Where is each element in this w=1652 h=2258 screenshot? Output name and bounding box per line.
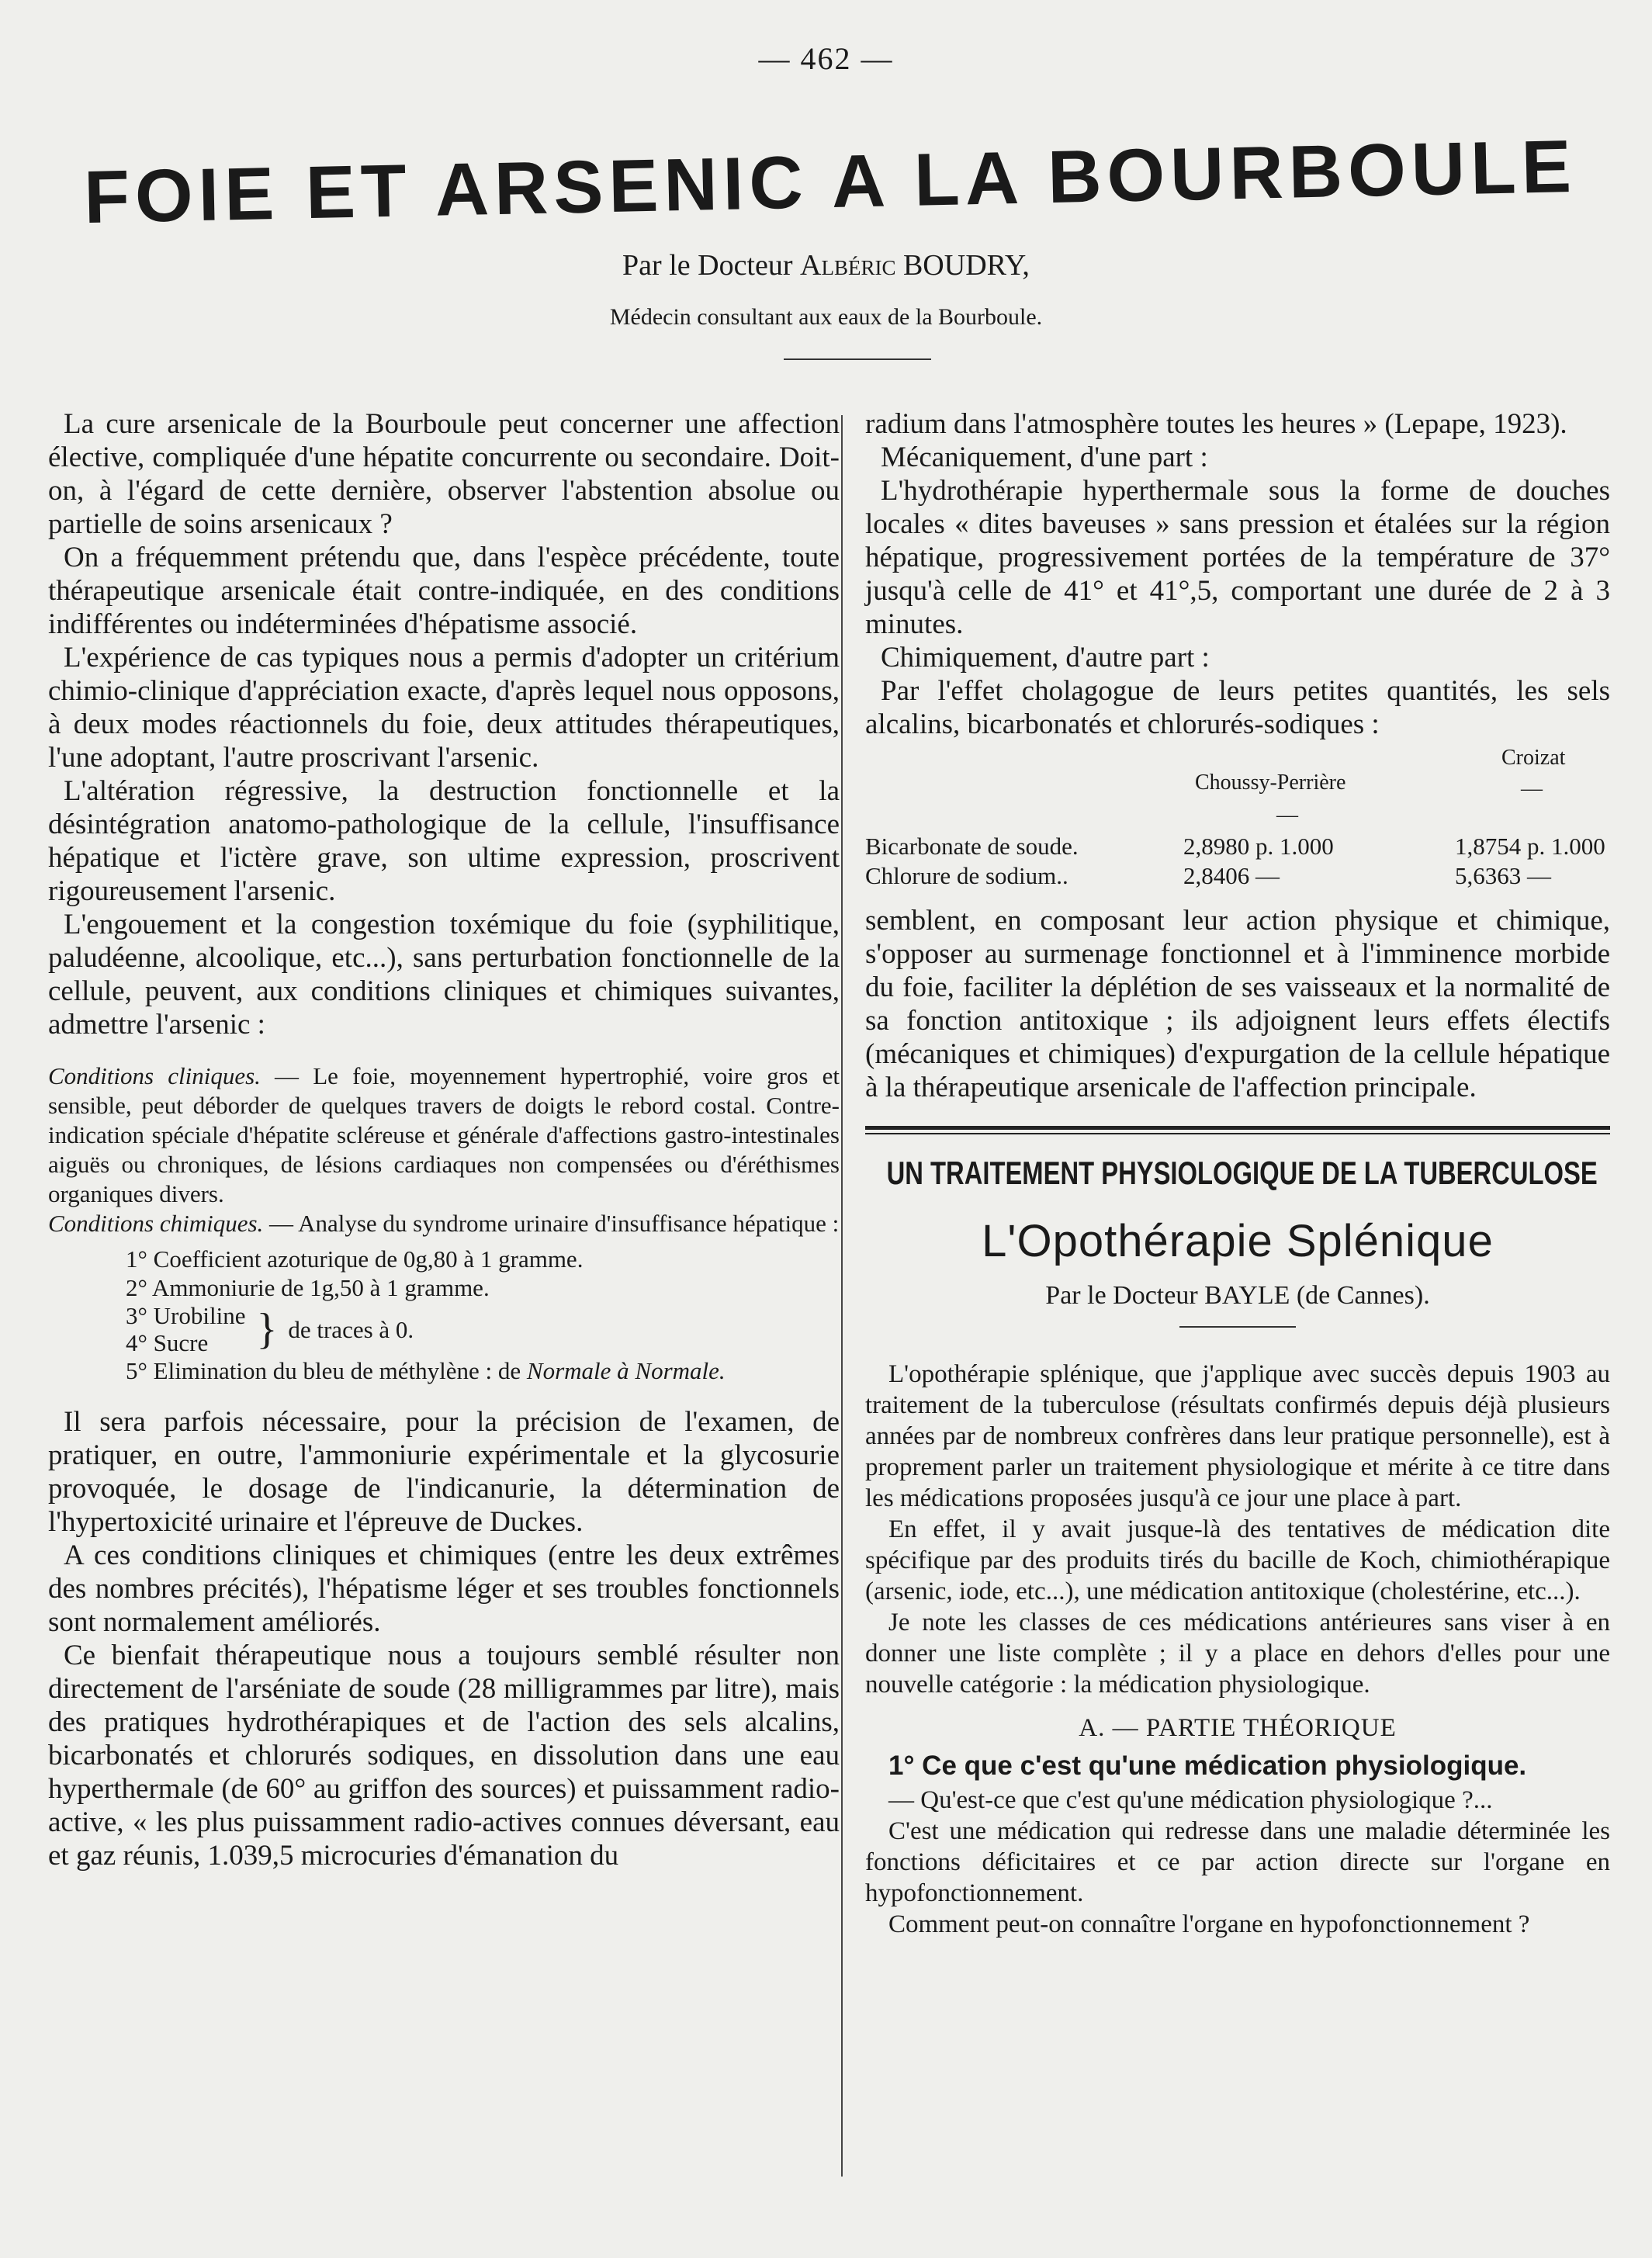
paragraph: La cure arsenicale de la Bourboule peut concerner une affection élective, compliquée d'une hépatite concurrente ou secondaire. Doit-on, à l'égard de cette dernière, observer l'abstention absolue ou partielle de soins arsenicaux ? bbox=[48, 408, 840, 540]
article-title: FOIE ET ARSENIC A LA BOURBOULE bbox=[83, 124, 1578, 240]
paragraph: L'opothérapie splénique, que j'applique avec succès depuis 1903 au traitement de la tuberculose (résultats confirmés depuis déjà plusieurs années par de nombreux confrères dans leur pratique personnelle), est à proprement parler un traitement physiologique et mérite à ce titre dans les médications proposées jusqu'à ce jour une place à part. bbox=[865, 1360, 1610, 1512]
section-divider bbox=[865, 1126, 1610, 1130]
paragraph: radium dans l'atmosphère toutes les heures » (Lepape, 1923). bbox=[865, 408, 1567, 440]
paragraph: L'expérience de cas typiques nous a permis d'adopter un critérium chimio-clinique d'appréciation exacte, d'après lequel nous opposons, à deux modes réactionnels du foie, deux attitudes thérapeutiques, l'une adoptant, l'autre proscrivant l'arsenic. bbox=[48, 642, 840, 774]
paragraph: En effet, il y avait jusque-là des tentatives de médication dite spécifique par des produits tirés du bacille de Koch, chimiothérapique (arsenic, iode, etc...), une médication antitoxique (cholestérine, etc...). bbox=[865, 1515, 1610, 1605]
question-heading: 1° Ce que c'est qu'une médication physiologique. bbox=[888, 1751, 1527, 1781]
paragraph: L'hydrothérapie hyperthermale sous la forme de douches locales « dites baveuses » sans pression et étalées sur la région hépatique, progressivement portées de la température de 37° jusqu'à celle de 41° et 41°,5, comportant une durée de 2 à 3 minutes. bbox=[865, 475, 1610, 640]
table-cell: 5,6363 — bbox=[1455, 862, 1551, 889]
paragraph: Je note les classes de ces médications antérieures sans viser à en donner une liste complète ; il y a place en dehors d'elles pour une nouvelle catégorie : la médication physiologique. bbox=[865, 1609, 1610, 1699]
header-divider bbox=[784, 358, 931, 360]
list-item bbox=[126, 1356, 840, 1385]
section-title: L'Opothérapie Splénique bbox=[982, 1216, 1494, 1266]
table-cell-label: Chlorure de sodium.. bbox=[865, 862, 1068, 889]
table-header-choussy: Choussy-Perrière bbox=[1195, 771, 1346, 795]
chemical-conditions bbox=[48, 1209, 840, 1238]
right-column bbox=[865, 407, 1610, 1940]
table-cell-label: Bicarbonate de soude. bbox=[865, 833, 1079, 860]
clinical-conditions bbox=[48, 1061, 840, 1209]
paragraph: L'altération régressive, la destruction fonctionnelle et la désintégration anatomo-pathologique de la cellule, l'insuffisance hépatique et l'ictère grave, son ultime expression, proscrivent rigoureusement l'arsenic. bbox=[48, 775, 840, 907]
table-cell: 2,8406 — bbox=[1183, 862, 1280, 889]
spacer bbox=[48, 1041, 840, 1061]
clinical-conditions-lead: Conditions cliniques. bbox=[48, 1062, 261, 1089]
section-byline: Par le Docteur BAYLE (de Cannes). bbox=[1045, 1281, 1430, 1310]
pair-value: de traces à 0. bbox=[288, 1315, 414, 1343]
section-divider bbox=[865, 1133, 1610, 1134]
paragraph: On a fréquemment prétendu que, dans l'espèce précédente, toute thérapeutique arsenicale était contre-indiquée, en des conditions indifférentes ou indéterminées d'hépatisme associé. bbox=[48, 542, 840, 640]
list-item: 3° Urobiline bbox=[126, 1302, 246, 1329]
pair-items bbox=[126, 1302, 245, 1356]
spacer bbox=[48, 1394, 840, 1405]
table-cell: 1,8754 p. 1.000 bbox=[1455, 833, 1605, 860]
section-heading: UN TRAITEMENT PHYSIOLOGIQUE DE LA TUBERCULOSE bbox=[886, 1155, 1598, 1191]
paragraph: semblent, en composant leur action physique et chimique, s'opposer au surmenage fonctionnel et à l'imminence morbide du foie, faciliter la déplétion de ses vaisseaux et la normalité de sa fonction antitoxique ; ils adjoignent leurs effets électifs (mécaniques et chimiques) d'expurgation de la cellule hépatique à la thérapeutique arsenicale de l'affection principale. bbox=[865, 905, 1610, 1103]
brace-symbol: } bbox=[256, 1305, 278, 1353]
paragraph: L'engouement et la congestion toxémique du foie (syphilitique, paludéenne, alcoolique, etc...), sans perturbation fonctionnelle de la cellule, peuvent, aux conditions cliniques et chimiques suivantes, admettre l'arsenic : bbox=[48, 909, 840, 1041]
paragraph: Il sera parfois nécessaire, pour la précision de l'examen, de pratiquer, en outre, l'ammoniurie expérimentale et la glycosurie provoquée, le dosage de l'indicanurie, la détermination de l'hypertoxicité urinaire et l'épreuve de Duckes. bbox=[48, 1406, 840, 1538]
urinary-analysis-list bbox=[48, 1245, 840, 1385]
byline-prefix: Par le Docteur bbox=[622, 249, 793, 282]
list-item: 2° Ammoniurie de 1g,50 à 1 gramme. bbox=[126, 1274, 490, 1301]
paragraph: Ce bienfait thérapeutique nous a toujours semblé résulter non directement de l'arséniate de soude (28 milligrammes par litre), mais des pratiques hydrothérapiques et de l'action des sels alcalins, bicarbonatés et chlorurés sodiques, en dissolution dans une eau hyperthermale (de 60° au griffon des sources) et puissamment radio-active, « les plus puissamment radio-actives connues déversant, eau et gaz réunis, 1.039,5 microcuries d'émanation du bbox=[48, 1640, 840, 1872]
list-item: 4° Sucre bbox=[126, 1329, 209, 1356]
list-item-italic: Normale à Normale. bbox=[526, 1357, 726, 1384]
paragraph: Par l'effet cholagogue de leurs petites quantités, les sels alcalins, bicarbonatés et chlorurés-sodiques : bbox=[865, 675, 1610, 740]
paragraph: Chimiquement, d'autre part : bbox=[881, 642, 1210, 674]
byline bbox=[0, 248, 1652, 282]
section-divider bbox=[1179, 1326, 1296, 1328]
mineral-composition-table bbox=[865, 746, 1610, 889]
table-dash: — bbox=[1521, 777, 1543, 801]
paragraph: Comment peut-on connaître l'organe en hypofonctionnement ? bbox=[888, 1910, 1530, 1938]
paragraph: Mécaniquement, d'une part : bbox=[881, 442, 1208, 473]
chemical-conditions-lead: Conditions chimiques. bbox=[48, 1210, 264, 1237]
clinical-conditions-text: — Le foie, moyennement hypertrophié, voire gros et sensible, peut déborder de quelques travers de doigts le rebord costal. Contre-indication spéciale d'hépatite scléreuse et générale d'affections gastro-intestinales aiguës ou chroniques, de lésions cardiaques non compensées ou d'éréthismes organiques divers. bbox=[48, 1062, 840, 1207]
table-dash: — bbox=[1276, 803, 1298, 827]
list-item-text: 5° Elimination du bleu de méthylène : de bbox=[126, 1357, 527, 1384]
author-name: Albéric BOUDRY, bbox=[800, 249, 1030, 282]
paragraph: A ces conditions cliniques et chimiques (entre les deux extrêmes des nombres précités), l'hépatisme léger et ses troubles fonctionnels sont normalement améliorés. bbox=[48, 1539, 840, 1638]
paragraph: C'est une médication qui redresse dans une maladie déterminée les fonctions déficitaires et ce par action directe sur l'organe en hypofonctionnement. bbox=[865, 1817, 1610, 1907]
page-number: — 462 — bbox=[758, 41, 894, 76]
list-item-pair bbox=[126, 1302, 840, 1356]
left-column bbox=[48, 407, 840, 1872]
chemical-conditions-text: — Analyse du syndrome urinaire d'insuffisance hépatique : bbox=[263, 1210, 840, 1237]
table-header-croizat: Croizat bbox=[1501, 746, 1566, 770]
paragraph: — Qu'est-ce que c'est qu'une médication physiologique ?... bbox=[888, 1786, 1493, 1814]
part-heading: A. — PARTIE THÉORIQUE bbox=[1079, 1714, 1397, 1742]
author-affiliation: Médecin consultant aux eaux de la Bourboule. bbox=[609, 304, 1043, 330]
column-divider bbox=[841, 415, 843, 2177]
table-cell: 2,8980 p. 1.000 bbox=[1183, 833, 1334, 860]
list-item: 1° Coefficient azoturique de 0g,80 à 1 gramme. bbox=[126, 1245, 584, 1273]
